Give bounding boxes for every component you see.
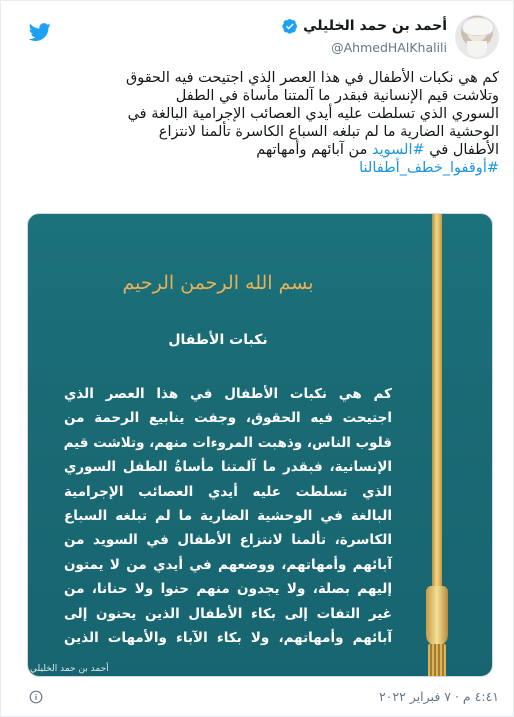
tweet-text-segment: السوري الذي تسلطت عليه أيدي العصائب الإجرامية البالغة في — [127, 106, 499, 122]
image-signature: أحمد بن حمد الخليلي — [30, 664, 109, 674]
image-body-line: آبائهم وأمهاتهم، ولا بكاء الآباء والأمهات الذين — [64, 630, 392, 647]
tweet-text-line — [13, 159, 499, 177]
tweet-text-segment: كم هي نكبات الأطفال في هذا العصر الذي اجتيحت فيه الحقوق — [125, 70, 499, 86]
tweet-text — [13, 69, 499, 177]
tweet-text-segment: وتلاشت قيم الإنسانية فبقدر ما آلمتنا مأساة في الطفل — [175, 88, 499, 104]
hashtag-link[interactable]: #أوقفوا_خطف_أطفالنا — [359, 160, 499, 176]
pole-ornament — [426, 586, 448, 646]
image-basmala: بسم الله الرحمن الرحيم — [122, 272, 314, 294]
author-handle[interactable]: @AhmedHAlKhalili — [331, 40, 447, 55]
tweet-text-line — [13, 123, 499, 141]
golden-pole-decoration — [432, 214, 442, 634]
image-body-line: غير التفات إلى بكاء الأطفال الذين يحنون إلى — [64, 605, 392, 622]
author-name-row[interactable] — [282, 18, 447, 34]
image-body-line: إليهم بصلة، ولا يجدون منهم حنوا ولا حنانا، من — [64, 581, 392, 598]
author-display-name[interactable]: أحمد بن حمد الخليلي — [303, 18, 447, 34]
image-body-line: الكاسرة، تألمنا لانتزاع الأطفال في السويد من — [64, 532, 392, 549]
tweet-text-segment: الوحشية الضارية ما لم تبلغه السباع الكاسرة تألمنا لانتزاع — [158, 124, 499, 140]
verified-badge-icon — [282, 18, 298, 34]
tassel-decoration — [428, 644, 446, 677]
image-body-line: البالغة في الوحشية الضارية ما لم تبلغه السباع — [64, 508, 392, 525]
tweet-text-segment: الأطفال في — [424, 142, 499, 158]
image-title: نكبات الأطفال — [168, 332, 268, 348]
image-body-line: اجتيحت فيه الحقوق، وجفت ينابيع الرحمة من — [64, 410, 392, 427]
tweet-text-line — [13, 87, 499, 105]
image-body-text — [64, 382, 392, 650]
image-body-line: الذي تسلطت عليه أيدي العصائب الإجرامية — [64, 483, 392, 500]
image-body-line: كم هي نكبات الأطفال في هذا العصر الذي — [64, 386, 392, 402]
tweet-timestamp[interactable]: ٤:٤١ م · ٧ فبراير ٢٠٢٢ — [378, 689, 499, 704]
image-body-line: قلوب الناس، وذهبت المروءات منهم، وتلاشت قيم — [63, 434, 392, 451]
twitter-bird-icon[interactable] — [27, 21, 53, 43]
tweet-text-line — [13, 69, 499, 87]
avatar[interactable] — [455, 15, 499, 59]
tweet-text-line — [13, 141, 499, 159]
tweet-text-segment: من آبائهم وأمهاتهم — [256, 142, 372, 158]
info-icon[interactable] — [29, 690, 43, 704]
tweet-media-image[interactable] — [27, 213, 493, 677]
hashtag-link[interactable]: #السويد — [371, 142, 425, 158]
image-body-line: الإنسانية، فبقدر ما آلمتنا مأساةُ الطفل السوري — [64, 459, 392, 476]
image-body-line: آبائهم وأمهاتهم، ووضعهم في أيدي من لا يمتون — [64, 556, 392, 573]
tweet-text-line — [13, 105, 499, 123]
